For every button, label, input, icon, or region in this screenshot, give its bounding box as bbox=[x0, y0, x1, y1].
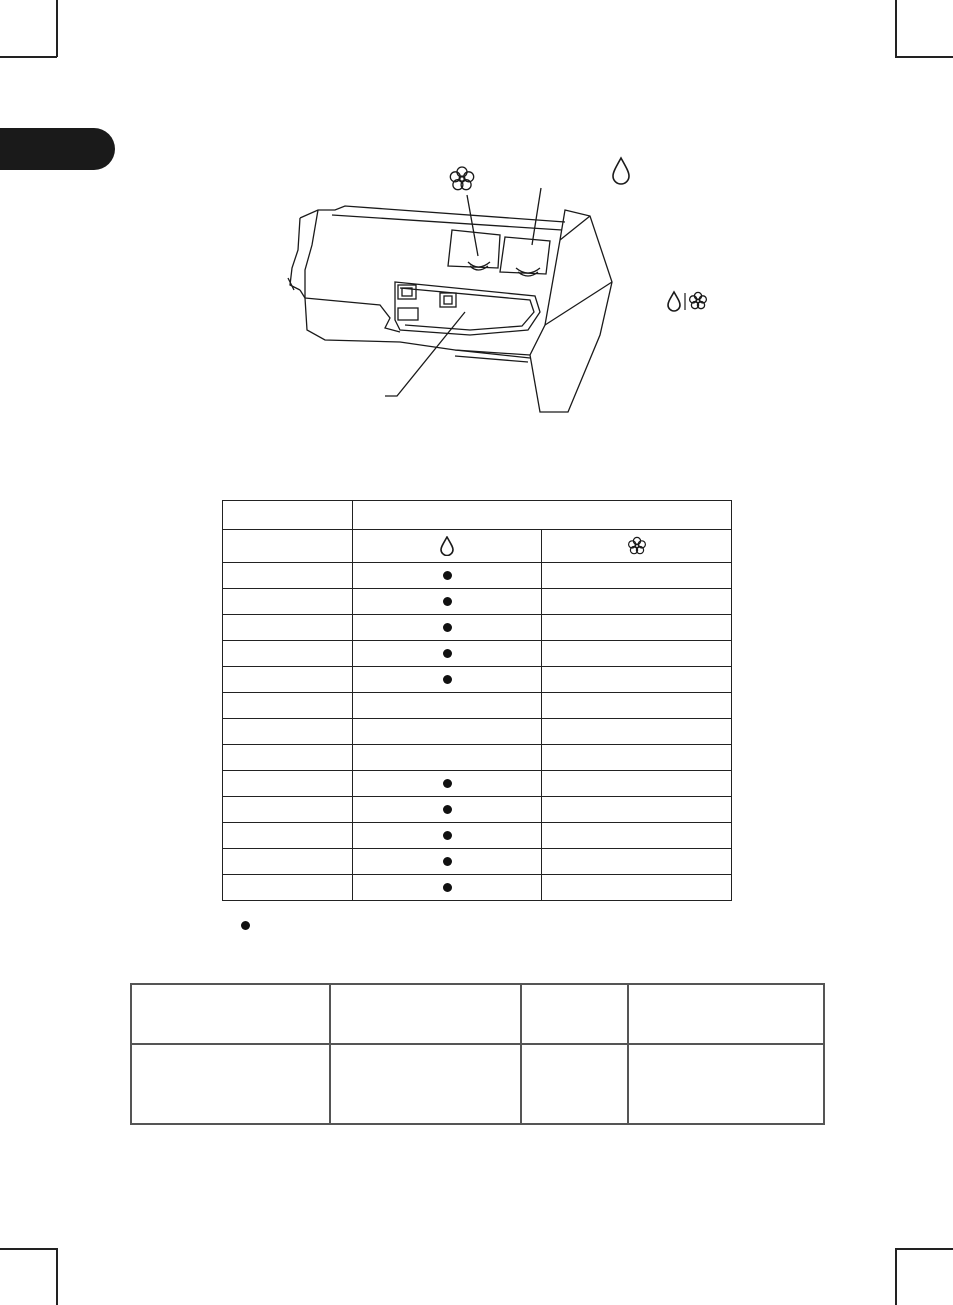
spec-cell bbox=[330, 1044, 521, 1124]
softener-cell bbox=[542, 667, 732, 693]
header-cell-program bbox=[223, 501, 353, 530]
detergent-cell bbox=[353, 615, 542, 641]
dosing-table-row bbox=[223, 615, 732, 641]
softener-cell bbox=[542, 563, 732, 589]
header-cell-compartment bbox=[353, 501, 732, 530]
spec-cell bbox=[628, 1044, 824, 1124]
program-cell bbox=[223, 615, 353, 641]
softener-cell bbox=[542, 745, 732, 771]
flower-icon bbox=[450, 167, 473, 190]
detergent-cell bbox=[353, 667, 542, 693]
softener-cell bbox=[542, 849, 732, 875]
softener-cell bbox=[542, 641, 732, 667]
flower-icon bbox=[627, 536, 647, 556]
crop-mark-top-left-v bbox=[56, 0, 58, 57]
dosing-table-row bbox=[223, 771, 732, 797]
dosing-table-header-row bbox=[223, 501, 732, 530]
detergent-cell bbox=[353, 719, 542, 745]
dosing-table-row bbox=[223, 563, 732, 589]
dosing-table-row bbox=[223, 823, 732, 849]
detergent-cell bbox=[353, 693, 542, 719]
detergent-cell bbox=[353, 849, 542, 875]
language-side-tab bbox=[0, 128, 115, 170]
dosing-table-row bbox=[223, 849, 732, 875]
dosing-table-row bbox=[223, 719, 732, 745]
dosing-table-row bbox=[223, 693, 732, 719]
spec-cell bbox=[521, 1044, 628, 1124]
program-cell bbox=[223, 797, 353, 823]
filled-dot-icon bbox=[443, 831, 452, 840]
dosing-table-row bbox=[223, 875, 732, 901]
crop-mark-bottom-right-h bbox=[895, 1248, 953, 1250]
crop-mark-bottom-left-v bbox=[56, 1248, 58, 1305]
detergent-cell bbox=[353, 641, 542, 667]
spec-table-row bbox=[131, 984, 824, 1044]
softener-cell bbox=[542, 615, 732, 641]
softener-cell bbox=[542, 589, 732, 615]
drop-icon bbox=[439, 536, 455, 556]
detergent-cell bbox=[353, 823, 542, 849]
softener-cell bbox=[542, 797, 732, 823]
legend-filled-dot-icon bbox=[241, 921, 250, 930]
spec-cell bbox=[131, 984, 330, 1044]
program-cell bbox=[223, 641, 353, 667]
spec-cell bbox=[131, 1044, 330, 1124]
dosing-table bbox=[222, 500, 732, 901]
program-cell bbox=[223, 719, 353, 745]
softener-cell bbox=[542, 693, 732, 719]
dosing-table-row bbox=[223, 797, 732, 823]
spec-table-row bbox=[131, 1044, 824, 1124]
filled-dot-icon bbox=[443, 779, 452, 788]
detergent-cell bbox=[353, 563, 542, 589]
header-cell-empty bbox=[223, 530, 353, 563]
program-cell bbox=[223, 823, 353, 849]
drop-and-flower-icon bbox=[668, 292, 706, 311]
softener-cell bbox=[542, 875, 732, 901]
filled-dot-icon bbox=[443, 623, 452, 632]
filled-dot-icon bbox=[443, 649, 452, 658]
crop-mark-top-right-v bbox=[895, 0, 897, 57]
program-cell bbox=[223, 589, 353, 615]
detergent-cell bbox=[353, 589, 542, 615]
dosing-table-row bbox=[223, 641, 732, 667]
spec-cell bbox=[628, 984, 824, 1044]
filled-dot-icon bbox=[443, 857, 452, 866]
specification-table bbox=[130, 983, 825, 1125]
program-cell bbox=[223, 771, 353, 797]
detergent-cell bbox=[353, 771, 542, 797]
filled-dot-icon bbox=[443, 597, 452, 606]
detergent-drawer-illustration bbox=[270, 150, 730, 420]
program-cell bbox=[223, 563, 353, 589]
drop-icon bbox=[613, 158, 629, 184]
dosing-table-icon-row bbox=[223, 530, 732, 563]
program-cell bbox=[223, 849, 353, 875]
detergent-cell bbox=[353, 745, 542, 771]
filled-dot-icon bbox=[443, 675, 452, 684]
crop-mark-top-right-h bbox=[895, 56, 953, 58]
program-cell bbox=[223, 693, 353, 719]
softener-cell bbox=[542, 771, 732, 797]
spec-cell bbox=[521, 984, 628, 1044]
dosing-table-row bbox=[223, 589, 732, 615]
detergent-cell bbox=[353, 797, 542, 823]
crop-mark-top-left-h bbox=[0, 56, 57, 58]
detergent-cell bbox=[353, 875, 542, 901]
crop-mark-bottom-left-h bbox=[0, 1248, 57, 1250]
spec-cell bbox=[330, 984, 521, 1044]
program-cell bbox=[223, 667, 353, 693]
program-cell bbox=[223, 745, 353, 771]
filled-dot-icon bbox=[443, 571, 452, 580]
crop-mark-bottom-right-v bbox=[895, 1248, 897, 1305]
filled-dot-icon bbox=[443, 883, 452, 892]
dosing-table-row bbox=[223, 667, 732, 693]
filled-dot-icon bbox=[443, 805, 452, 814]
softener-cell bbox=[542, 823, 732, 849]
dosing-table-row bbox=[223, 745, 732, 771]
header-cell-softener bbox=[542, 530, 732, 563]
header-cell-detergent bbox=[353, 530, 542, 563]
softener-cell bbox=[542, 719, 732, 745]
program-cell bbox=[223, 875, 353, 901]
